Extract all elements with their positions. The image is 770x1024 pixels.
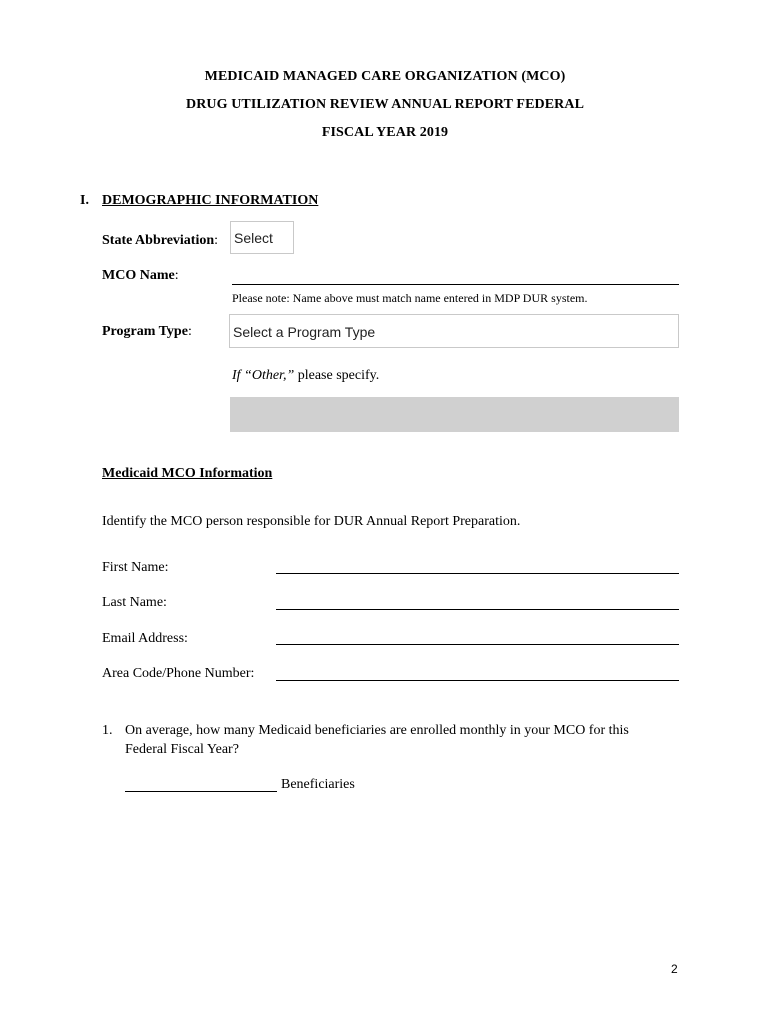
mco-name-note: Please note: Name above must match name entered in MDP DUR system. [232,291,588,305]
state-abbreviation-colon: : [214,233,219,248]
other-specify-input[interactable] [230,397,679,432]
section-number: I. [80,193,89,208]
report-title-line-2: DRUG UTILIZATION REVIEW ANNUAL REPORT FEDERAL [185,97,585,112]
mco-info-heading: Medicaid MCO Information [102,466,273,481]
mco-name-colon: : [174,268,179,283]
report-title-line-3: FISCAL YEAR 2019 [321,125,449,140]
other-specify-italic: If “Other,” [232,368,295,383]
question-1-text-line-1: On average, how many Medicaid beneficiaries are enrolled monthly in your MCO for this [125,723,629,738]
program-type-label: Program Type [102,324,188,339]
other-specify-text: please specify. [294,368,380,383]
program-type-colon: : [187,324,192,339]
section-title: DEMOGRAPHIC INFORMATION [102,193,319,208]
question-1-text-line-2: Federal Fiscal Year? [125,742,239,757]
phone-number-label: Area Code/Phone Number: [102,666,255,681]
beneficiaries-field[interactable] [125,791,277,792]
last-name-field[interactable] [276,609,679,610]
state-abbreviation-select-value: Select [234,230,273,246]
mco-name-field[interactable] [232,284,679,285]
email-address-field[interactable] [276,644,679,645]
last-name-label: Last Name: [102,595,167,610]
report-title-line-1: MEDICAID MANAGED CARE ORGANIZATION (MCO) [204,69,566,84]
state-abbreviation-label-group [102,233,218,249]
program-type-select-value: Select a Program Type [233,324,376,340]
first-name-field[interactable] [276,573,679,574]
mco-name-label: MCO Name [102,268,175,283]
phone-number-field[interactable] [276,680,679,681]
state-abbreviation-select[interactable] [230,221,294,254]
state-abbreviation-label: State Abbreviation [102,233,215,248]
program-type-label-group [102,324,192,340]
mco-name-label-group [102,268,179,284]
beneficiaries-label: Beneficiaries [281,777,355,792]
program-type-select[interactable] [229,314,679,348]
email-address-label: Email Address: [102,631,188,646]
question-1-number: 1. [102,723,113,738]
page-number: 2 [671,962,678,976]
mco-info-intro: Identify the MCO person responsible for DUR Annual Report Preparation. [102,514,521,529]
first-name-label: First Name: [102,560,169,575]
other-specify-label [232,368,379,384]
